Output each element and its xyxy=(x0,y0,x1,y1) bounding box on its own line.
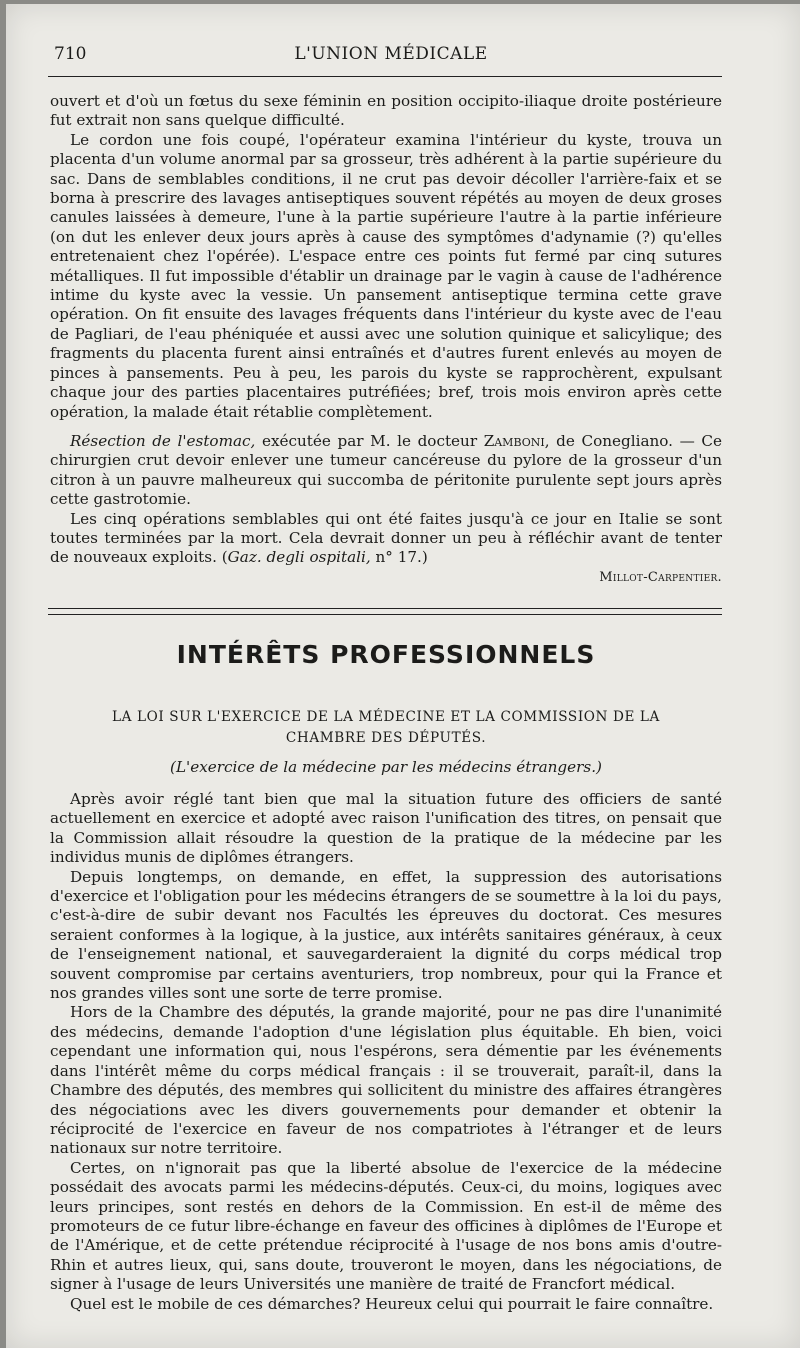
closing-paragraph xyxy=(50,510,722,568)
author-signature: Millot-Carpentier. xyxy=(599,569,722,585)
section-rule-top xyxy=(48,608,722,609)
section-subsubtitle: (L'exercice de la médecine par les médecins étrangers.) xyxy=(170,758,602,776)
section-subtitle: LA LOI SUR L'EXERCICE DE LA MÉDECINE ET LA COMMISSION DE LA CHAMBRE DES DÉPUTÉS. xyxy=(112,709,660,746)
paragraph: Hors de la Chambre des députés, la grande majorité, pour ne pas dire l'unanimité des médecins, demande l'adoption d'une législation plus équitable. Eh bien, voici cependant une information qui, nous l'espérons, sera démentie par les événements dans l'intérêt même du corps médical français : il se trouverait, paraît-il, dans la Chambre des députés, des membres qui sollicitent du ministre des affaires étrangères des négociations avec les divers gouvernements pour demander et obtenir la réciprocité de l'exercice en faveur de nos compatriotes à l'étranger et de leurs nationaux sur notre territoire. xyxy=(50,1003,722,1158)
paragraph: Certes, on n'ignorait pas que la liberté absolue de l'exercice de la médecine possédait des avocats parmi les médecins-députés. Ceux-ci, du moins, logiques avec leurs principes, sont restés en dehors de la Commission. En est-il de même des promoteurs de ce futur libre-échange en faveur des officines à diplômes de l'Europe et de l'Amérique, et de cette prétendue réciprocité à l'usage de nos bons amis d'outre-Rhin et autres lieux, qui, sans doute, trouveront le moyen, dans les négociations, de signer à l'usage de leurs Universités une manière de traité de Francfort médical. xyxy=(50,1158,722,1294)
resection-title: Résection de l'estomac, xyxy=(70,431,256,450)
paragraph: Depuis longtemps, on demande, en effet, la suppression des autorisations d'exercice et l'obligation pour les médecins étrangers de se soumettre à la loi du pays, c'est-à-dire de subir devant nos Facultés les épreuves du doctorat. Ces mesures seraient conformes à la logique, à la justice, aux intérêts sanitaires généraux, à ceux de l'enseignement national, et sauvegarderaient la dignité du corps médical trop souvent compromise par certains aventuriers, trop nombreux, pour qui la France et nos grandes villes sont une sorte de terre promise. xyxy=(50,867,722,1003)
closing-text: Les cinq opérations semblables qui ont été faites jusqu'à ce jour en Italie se sont toutes terminées par la mort. Cela devrait donner un peu à réfléchir avant de tenter de nouveaux exploits. ( xyxy=(50,509,722,567)
paragraph: ouvert et d'où un fœtus du sexe féminin en position occipito-iliaque droite postérieure fut extrait non sans quelque difficulté. xyxy=(50,92,722,130)
source-name: Gaz. degli ospitali, xyxy=(227,548,371,567)
section-rule-bottom xyxy=(48,614,722,615)
running-title: L'UNION MÉDICALE xyxy=(294,44,488,64)
page-header xyxy=(54,44,728,74)
resection-paragraph xyxy=(50,432,722,510)
page-number: 710 xyxy=(54,44,87,64)
header-rule xyxy=(48,76,722,77)
resection-intro: exécutée par M. le docteur xyxy=(255,431,484,450)
article-body xyxy=(50,790,722,1314)
section-title: INTÉRÊTS PROFESSIONNELS xyxy=(176,640,596,669)
doctor-name: Zamboni, xyxy=(483,431,550,450)
article-continuation xyxy=(50,92,722,587)
resection-text: de Conegliano. — Ce chirurgien crut devoir enlever une tumeur cancéreuse du pylore de la grosseur d'un citron à un pauvre malheureux qui succomba de péritonite purulente sept jours après cette gastrotomie. xyxy=(50,431,723,509)
paragraph: Le cordon une fois coupé, l'opérateur examina l'intérieur du kyste, trouva un placenta d'un volume anormal par sa grosseur, très adhérent à la partie supérieure du sac. Dans de semblables conditions, il ne crut pas devoir décoller l'arrière-faix et se borna à prescrire des lavages antiseptiques souvent répétés au moyen de deux groses canules laissées à demeure, l'une à la partie supérieure l'autre à la partie inférieure (on dut les enlever deux jours après à cause des symptômes d'adynamie (?) qu'elles entretenaient chez l'opérée). L'espace entre ces points fut fermé par cinq sutures métalliques. Il fut impossible d'établir un drainage par le vagin à cause de l'adhérence intime du kyste avec la vessie. Un pansement antiseptique termina cette grave opération. On fit ensuite des lavages fréquents dans l'intérieur du kyste avec de l'eau de Pagliari, de l'eau phéniquée et aussi avec une solution quinique et salicylique; des fragments du placenta furent ainsi entraînés et d'autres furent enlevés au moyen de pinces à pansements. Peu à peu, les parois du kyste se rapprochèrent, expulsant chaque jour des parties placentaires putréfiées; bref, trois mois environ après cette opération, la malade était rétablie complètement. xyxy=(50,130,722,421)
paragraph: Après avoir réglé tant bien que mal la situation future des officiers de santé actuellement en exercice et adopté avec raison l'unification des titres, on pensait que la Commission allait résoudre la question de la pratique de la médecine par les individus munis de diplômes étrangers. xyxy=(50,790,722,867)
paragraph: Quel est le mobile de ces démarches? Heureux celui qui pourrait le faire connaître. xyxy=(70,1294,714,1313)
source-issue: n° 17.) xyxy=(370,548,428,567)
